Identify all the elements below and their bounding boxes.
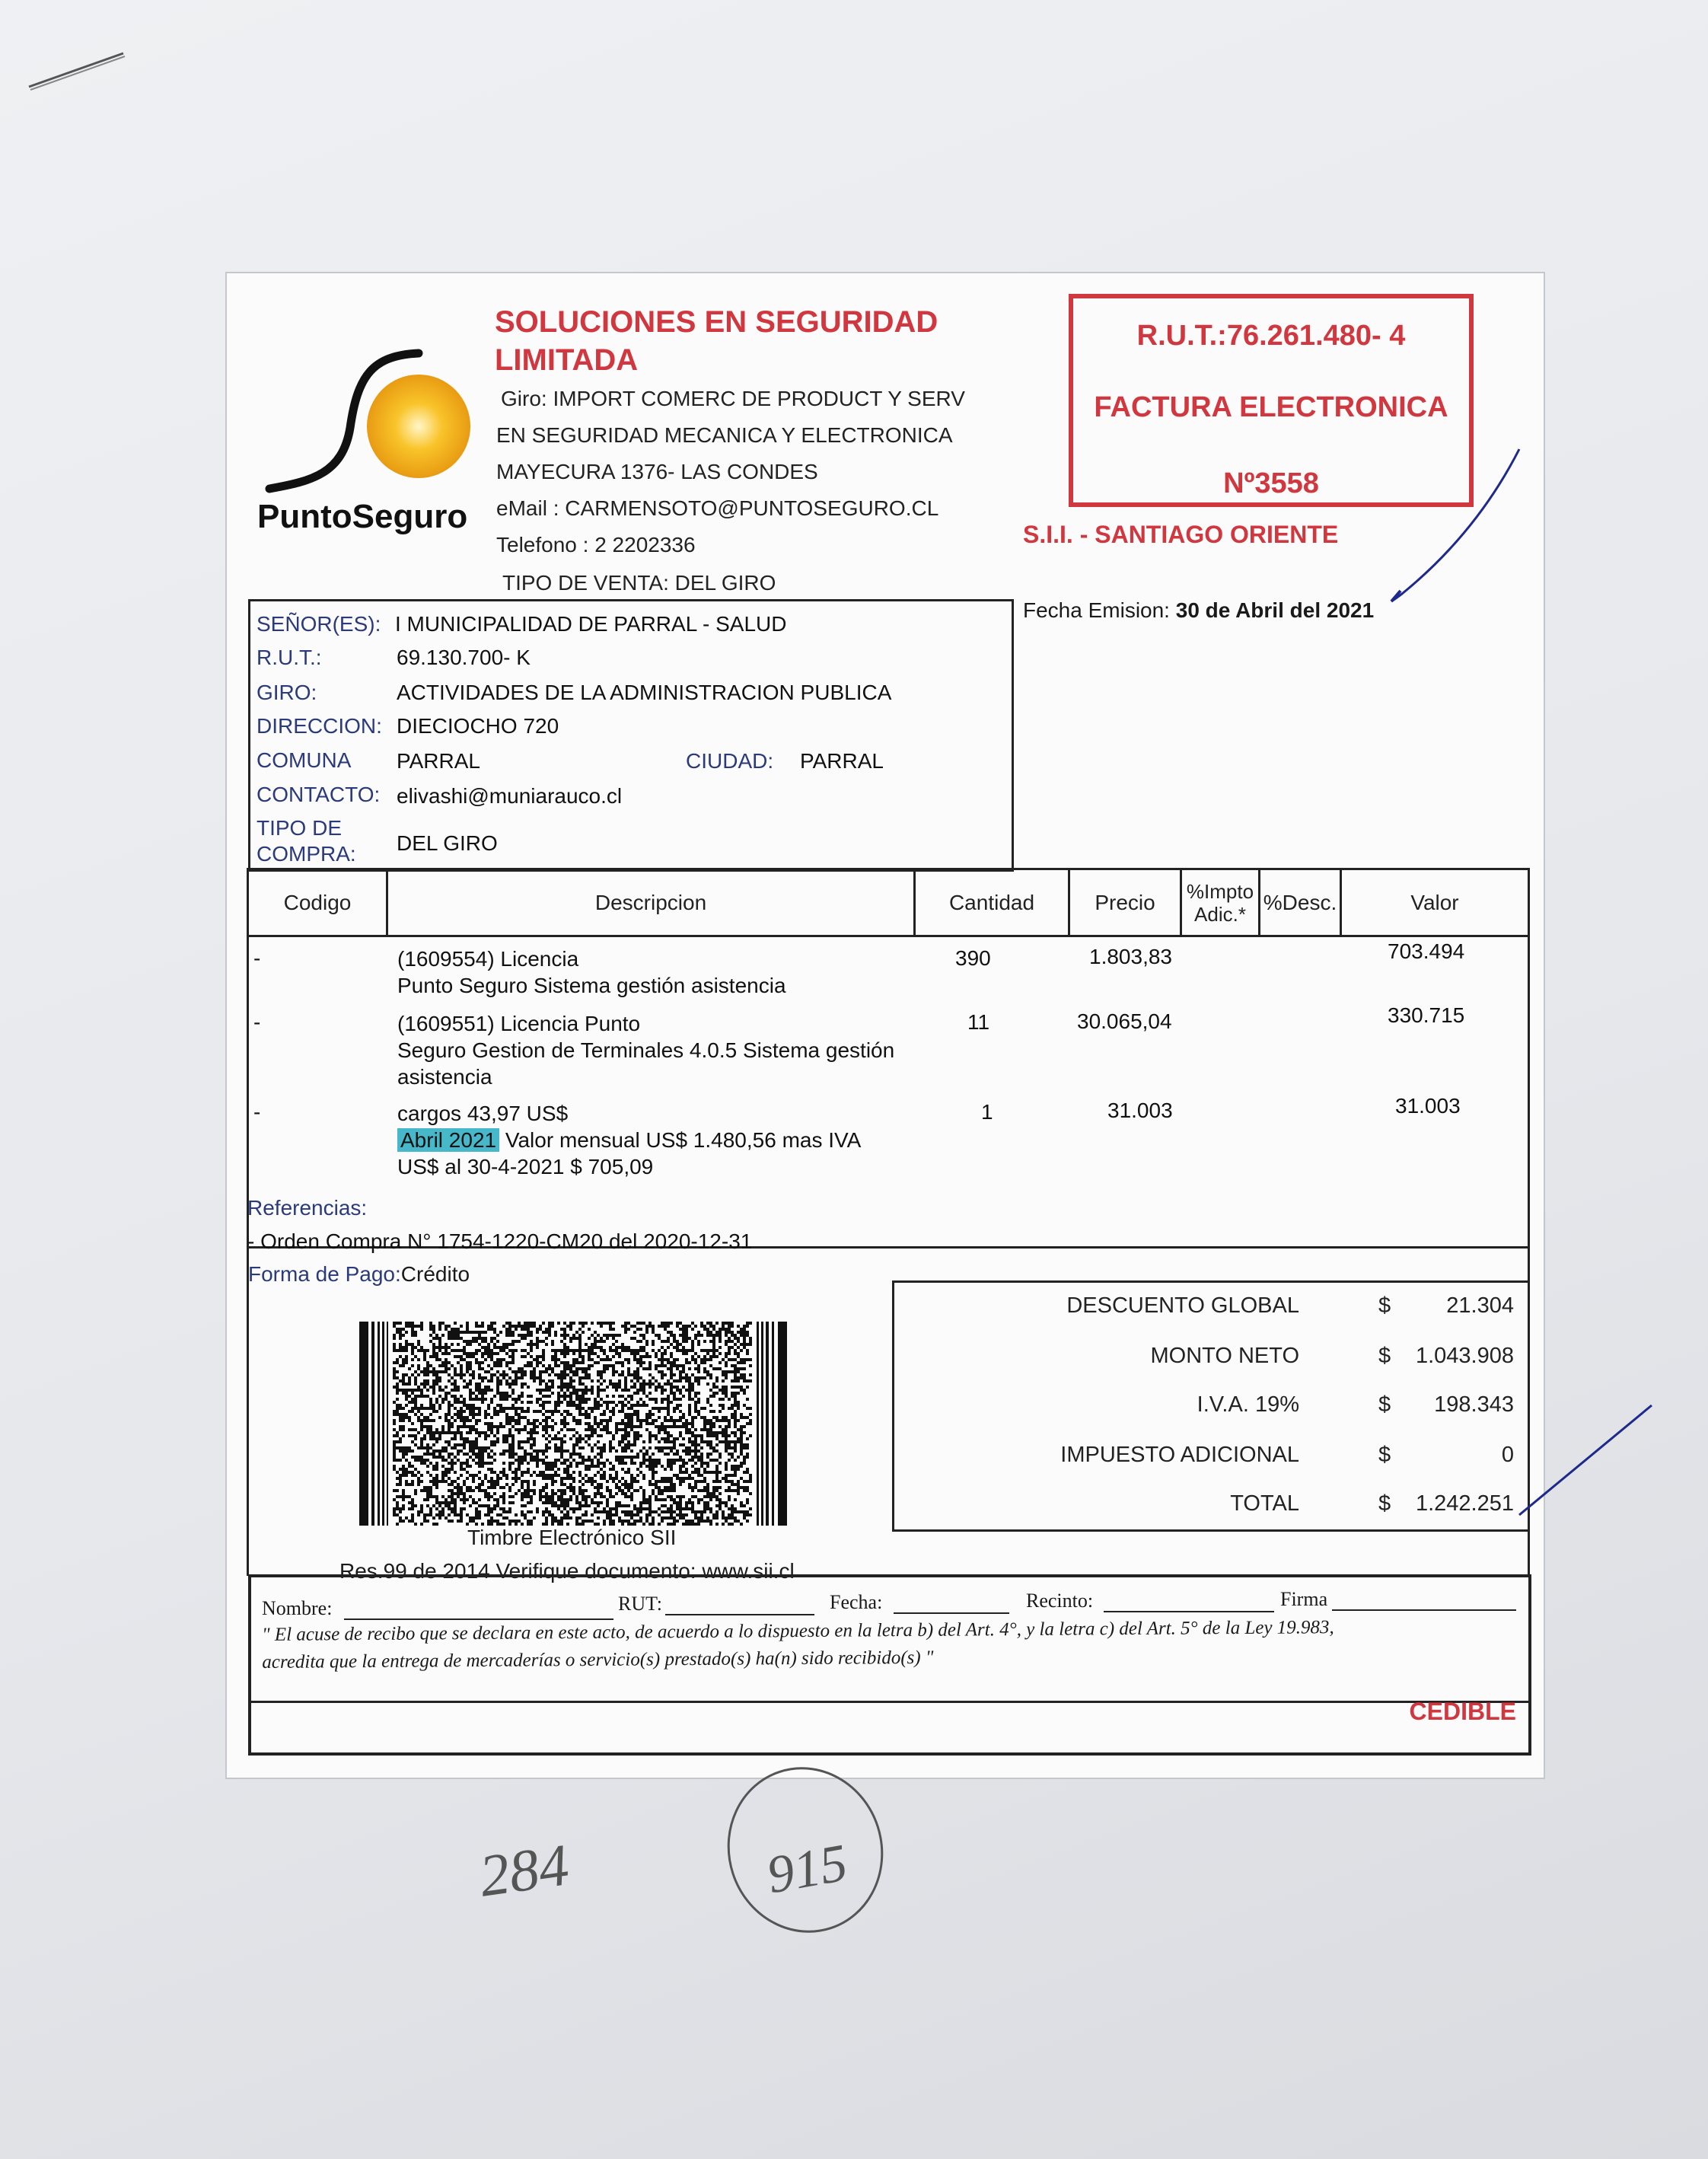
- row-desc-line: asistencia: [397, 1065, 492, 1089]
- client-ciudad: PARRAL: [800, 749, 884, 773]
- payment-label: Forma de Pago:: [248, 1262, 401, 1286]
- legal-line-1: " El acuse de recibo que se declara en este acto, de acuerdo a lo dispuesto en la letra b) del Art. 4°, y la letra c) del Art. 5° de la Ley 19.983,: [262, 1617, 1334, 1645]
- row-desc-line: [397, 1127, 945, 1153]
- row-codigo: -: [253, 946, 261, 970]
- header-impto: [1182, 870, 1258, 935]
- label-giro: GIRO:: [257, 681, 317, 704]
- items-table: [247, 868, 1530, 1253]
- row-precio: 31.003: [1107, 1099, 1173, 1122]
- totals-box: [892, 1280, 1530, 1532]
- label-tipo-compra-2: COMPRA:: [257, 842, 356, 866]
- currency-symbol: $: [1378, 1491, 1391, 1516]
- company-giro-1: Giro: IMPORT COMERC DE PRODUCT Y SERV: [501, 387, 965, 410]
- cedible-label: CEDIBLE: [1409, 1698, 1516, 1725]
- adicional-label: IMPUESTO ADICIONAL: [1060, 1443, 1299, 1467]
- neto-label: MONTO NETO: [1150, 1344, 1299, 1368]
- client-direccion: DIECIOCHO 720: [397, 714, 559, 738]
- invoice-number: Nº3558: [1223, 467, 1319, 499]
- client-rut: 69.130.700- K: [397, 646, 531, 669]
- descuento-value: 21.304: [1446, 1293, 1514, 1318]
- reference-order: - Orden Compra N° 1754-1220-CM20 del 2020-12-31: [247, 1229, 753, 1253]
- label-tipo-compra-1: TIPO DE: [257, 816, 343, 840]
- iva-value: 198.343: [1434, 1392, 1514, 1417]
- row-desc-line: (1609551) Licencia Punto: [397, 1012, 641, 1035]
- stamp-label: Timbre Electrónico SII: [467, 1526, 677, 1549]
- label-rut: R.U.T.:: [257, 646, 322, 669]
- label-direccion: DIRECCION:: [257, 714, 382, 738]
- currency-symbol: $: [1378, 1392, 1391, 1417]
- label-contacto: CONTACTO:: [257, 783, 381, 806]
- checkmark-1: [1385, 442, 1538, 617]
- client-info-box: [248, 599, 1014, 872]
- company-phone: Telefono : 2 2202336: [496, 533, 696, 556]
- header-impto-line-1: %Impto: [1186, 879, 1254, 903]
- highlighted-month: Abril 2021: [397, 1128, 499, 1152]
- row-description: [397, 1010, 945, 1090]
- receipt-rut: RUT:: [618, 1593, 662, 1615]
- neto-value: 1.043.908: [1415, 1344, 1514, 1368]
- receipt-fecha: Fecha:: [830, 1591, 883, 1613]
- label-ciudad: CIUDAD:: [686, 749, 774, 773]
- stamp-verify: Res.99 de 2014 Verifique documento: www.sii.cl: [339, 1559, 795, 1583]
- header-precio: Precio: [1095, 890, 1155, 914]
- header-desc: %Desc.: [1263, 890, 1337, 914]
- header-codigo: Codigo: [283, 890, 352, 914]
- sii-office: S.I.I. - SANTIAGO ORIENTE: [1023, 521, 1339, 548]
- iva-label: I.V.A. 19%: [1197, 1392, 1299, 1417]
- currency-symbol: $: [1378, 1293, 1391, 1318]
- document-type: FACTURA ELECTRONICA: [1094, 391, 1448, 423]
- row-description: [397, 946, 945, 999]
- row-cantidad: 11: [967, 1010, 990, 1034]
- row-desc-line: (1609554) Licencia: [397, 947, 579, 971]
- receipt-fecha-line: [894, 1612, 1009, 1614]
- client-comuna: PARRAL: [397, 749, 480, 773]
- receipt-rut-line: [665, 1614, 814, 1615]
- header-cantidad: Cantidad: [948, 890, 1035, 914]
- handwritten-note-2: 915: [763, 1833, 852, 1905]
- row-valor: 330.715: [1388, 1003, 1465, 1027]
- label-comuna: COMUNA: [257, 748, 352, 772]
- company-name-line-2: LIMITADA: [495, 343, 639, 377]
- row-valor: 703.494: [1388, 939, 1465, 963]
- company-address: MAYECURA 1376- LAS CONDES: [496, 460, 818, 483]
- issue-date-row: [1023, 598, 1374, 623]
- header-bottom-line: [249, 935, 1528, 937]
- row-precio: 1.803,83: [1089, 945, 1172, 968]
- currency-symbol: $: [1378, 1344, 1391, 1368]
- row-precio: 30.065,04: [1077, 1009, 1172, 1033]
- company-name: [495, 303, 1073, 379]
- client-contacto: elivashi@muniarauco.cl: [397, 784, 623, 808]
- company-name-line-1: SOLUCIONES EN SEGURIDAD: [495, 305, 938, 339]
- row-description: [397, 1100, 945, 1180]
- puntoseguro-logo-icon: [259, 344, 480, 504]
- row-desc-line: Punto Seguro Sistema gestión asistencia: [397, 974, 786, 997]
- row-desc-line: US$ al 30-4-2021 $ 705,09: [397, 1155, 654, 1178]
- row-codigo: -: [253, 1010, 261, 1034]
- client-name: I MUNICIPALIDAD DE PARRAL - SALUD: [395, 612, 787, 636]
- receipt-acknowledgement: [248, 1574, 1531, 1756]
- client-tipo-compra: DEL GIRO: [397, 831, 498, 855]
- row-codigo: -: [253, 1100, 261, 1124]
- receipt-nombre: Nombre:: [262, 1597, 333, 1619]
- receipt-divider: [251, 1701, 1528, 1703]
- checkmark-2: [1515, 1401, 1659, 1523]
- payment-method: [248, 1262, 470, 1287]
- legal-line-2: acredita que la entrega de mercaderías o servicio(s) prestado(s) ha(n) sido recibido(s) ": [262, 1647, 934, 1673]
- row-valor: 31.003: [1395, 1094, 1461, 1118]
- row-desc-rest: Valor mensual US$ 1.480,56 mas IVA: [505, 1128, 862, 1152]
- total-label: TOTAL: [1230, 1491, 1299, 1516]
- electronic-stamp-barcode: [359, 1322, 789, 1526]
- total-value: 1.242.251: [1415, 1491, 1514, 1516]
- issuer-rut: R.U.T.:76.261.480- 4: [1136, 320, 1406, 352]
- client-giro: ACTIVIDADES DE LA ADMINISTRACION PUBLICA: [397, 681, 892, 704]
- sale-type: TIPO DE VENTA: DEL GIRO: [502, 571, 776, 595]
- currency-symbol: $: [1378, 1443, 1391, 1467]
- receipt-recinto: Recinto:: [1026, 1590, 1094, 1612]
- label-senor: SEÑOR(ES):: [257, 612, 381, 636]
- header-impto-line-2: Adic.*: [1194, 902, 1246, 926]
- references-label: Referencias:: [247, 1196, 368, 1220]
- receipt-recinto-line: [1104, 1611, 1274, 1612]
- row-cantidad: 390: [955, 946, 991, 970]
- receipt-firma: Firma: [1280, 1588, 1328, 1610]
- row-desc-line: Seguro Gestion de Terminales 4.0.5 Sistema gestión: [397, 1038, 895, 1062]
- handwritten-note-1: 284: [475, 1831, 573, 1909]
- pen-mark: [23, 44, 129, 97]
- issue-date: 30 de Abril del 2021: [1175, 598, 1375, 622]
- header-descripcion: Descripcion: [594, 890, 707, 914]
- row-desc-line: cargos 43,97 US$: [397, 1102, 569, 1125]
- adicional-value: 0: [1501, 1443, 1514, 1467]
- row-cantidad: 1: [981, 1100, 993, 1124]
- receipt-firma-line: [1332, 1609, 1516, 1611]
- company-email: eMail : CARMENSOTO@PUNTOSEGURO.CL: [496, 496, 939, 520]
- issue-date-label: Fecha Emision:: [1023, 598, 1170, 622]
- payment-value: Crédito: [400, 1262, 470, 1286]
- legal-text: [262, 1612, 1518, 1676]
- logo-text: PuntoSeguro: [257, 498, 468, 535]
- header-valor: Valor: [1410, 890, 1459, 914]
- descuento-label: DESCUENTO GLOBAL: [1066, 1293, 1299, 1318]
- company-giro-2: EN SEGURIDAD MECANICA Y ELECTRONICA: [496, 423, 953, 447]
